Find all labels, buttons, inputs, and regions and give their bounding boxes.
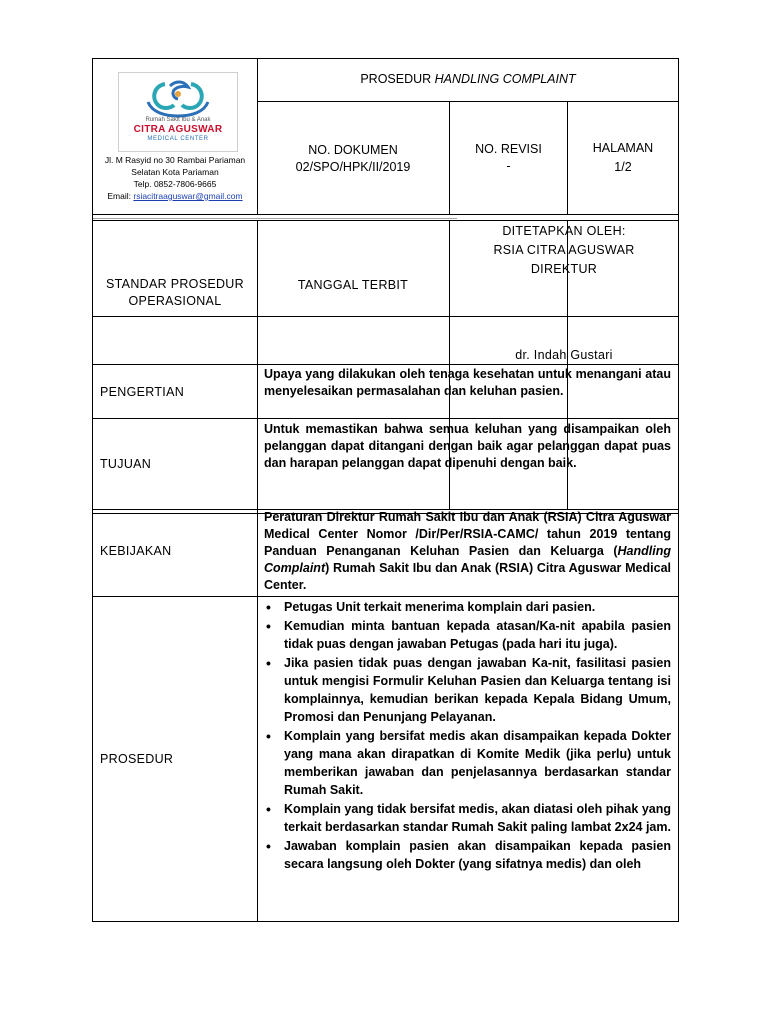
doc-number-cell (258, 142, 448, 176)
email-label: Email: (107, 191, 134, 201)
table-border-top (92, 58, 679, 59)
divider (257, 101, 679, 102)
prosedur-item: • Jawaban komplain pasien akan disampaikan kepada pasien secara langsung oleh Dokter (yang sifatnya medis) dan oleh (260, 837, 671, 873)
address-line: Selatan Kota Pariaman (131, 167, 219, 177)
revision-value: - (506, 159, 511, 173)
sop-label-line: STANDAR PROSEDUR (106, 277, 244, 291)
prosedur-list-container (260, 598, 671, 920)
page-value: 1/2 (614, 160, 632, 174)
set-by-line: RSIA CITRA AGUSWAR (493, 243, 635, 257)
document-title (258, 71, 678, 88)
set-by-line: DITETAPKAN OLEH: (502, 224, 626, 238)
title-italic: HANDLING COMPLAINT (434, 72, 576, 86)
logo-subname: MEDICAL CENTER (147, 136, 209, 142)
revision-label: NO. REVISI (475, 142, 542, 156)
table-border-left (92, 58, 93, 922)
email-line (94, 190, 256, 202)
divider (92, 364, 679, 365)
set-by-block (450, 222, 678, 279)
hospital-logo (118, 72, 238, 152)
pengertian-text: Upaya yang dilakukan oleh tenaga kesehatan untuk menangani atau menyelesaikan permasalahan dan keluhan pasien. (264, 367, 671, 398)
kebijakan-text-part: Peraturan Direktur Rumah Sakit Ibu dan Anak (RSIA) Citra Aguswar Medical Center Nomor /Dir/Per/RSIA-CAMC/ tahun 2019 tentang Panduan Penanganan Keluhan Pasien dan Keluarga ( (264, 510, 671, 558)
sop-label-line: OPERASIONAL (128, 294, 222, 308)
tujuan-text: Untuk memastikan bahwa semua keluhan yang disampaikan oleh pelanggan dapat ditangani dengan baik agar pelanggan dapat puas dan harapan pelanggan dapat dipenuhi dengan baik. (264, 422, 671, 470)
doc-number-value: 02/SPO/HPK/II/2019 (295, 160, 411, 174)
doc-number-label: NO. DOKUMEN (308, 143, 398, 157)
email-link[interactable]: rsiacitraaguswar@gmail.com (133, 191, 243, 201)
prosedur-item: • Petugas Unit terkait menerima komplain dari pasien. (260, 598, 671, 616)
divider (92, 220, 679, 221)
divider (257, 364, 258, 922)
table-border-bottom (92, 921, 679, 922)
address-line: Jl. M Rasyid no 30 Rambai Pariaman (104, 155, 246, 165)
prosedur-list (260, 598, 671, 873)
logo-tagline: Rumah Sakit Ibu & Anak (145, 117, 211, 123)
divider (92, 218, 457, 219)
prosedur-item: • Jika pasien tidak puas dengan jawaban Ka-nit, fasilitasi pasien untuk mengisi Formulir Keluhan Pasien dan Keluarga tentang isi komplainnya, kemudian berikan kepada Kepala Bidang Umum, Promosi dan Penunjang Pelayanan. (260, 654, 671, 726)
issued-date-label: TANGGAL TERBIT (297, 278, 409, 292)
tujuan-label: TUJUAN (100, 457, 152, 471)
divider (92, 418, 679, 419)
phone-number: Telp. 0852-7806-9665 (133, 179, 217, 189)
divider (92, 214, 679, 215)
kebijakan-label: KEBIJAKAN (100, 544, 172, 558)
page-label: HALAMAN (592, 141, 654, 155)
set-by-line: DIREKTUR (530, 262, 598, 276)
pengertian-label: PENGERTIAN (100, 385, 185, 399)
sop-label (93, 276, 257, 310)
director-name: dr. Indah Gustari (515, 348, 613, 362)
revision-cell (450, 141, 567, 175)
kebijakan-text (264, 509, 671, 595)
page-cell (568, 139, 678, 177)
title-prefix: PROSEDUR (360, 72, 435, 86)
table-border-right (678, 58, 679, 922)
logo-name: CITRA AGUSWAR (133, 124, 223, 135)
hospital-address (94, 154, 256, 202)
kebijakan-text-part: ) Rumah Sakit Ibu dan Anak (RSIA) Citra Aguswar Medical Center. (264, 561, 671, 592)
prosedur-item: • Komplain yang bersifat medis akan disampaikan kepada Dokter yang mana akan dirapatkan di Komite Medik (jika perlu) untuk memberikan jawaban dan penjelasannya berdasarkan standar Rumah Sakit. (260, 727, 671, 799)
divider (92, 596, 679, 597)
prosedur-label: PROSEDUR (100, 752, 174, 766)
prosedur-item: • Kemudian minta bantuan kepada atasan/Ka-nit apabila pasien tidak puas dengan jawaban Petugas (pada hari itu juga). (260, 617, 671, 653)
divider (92, 316, 679, 317)
kebijakan-italic: Handling Complaint (264, 544, 671, 575)
prosedur-item: • Komplain yang tidak bersifat medis, akan diatasi oleh pihak yang terkait berdasarkan standar Rumah Sakit paling lambat 2x24 jam. (260, 800, 671, 836)
